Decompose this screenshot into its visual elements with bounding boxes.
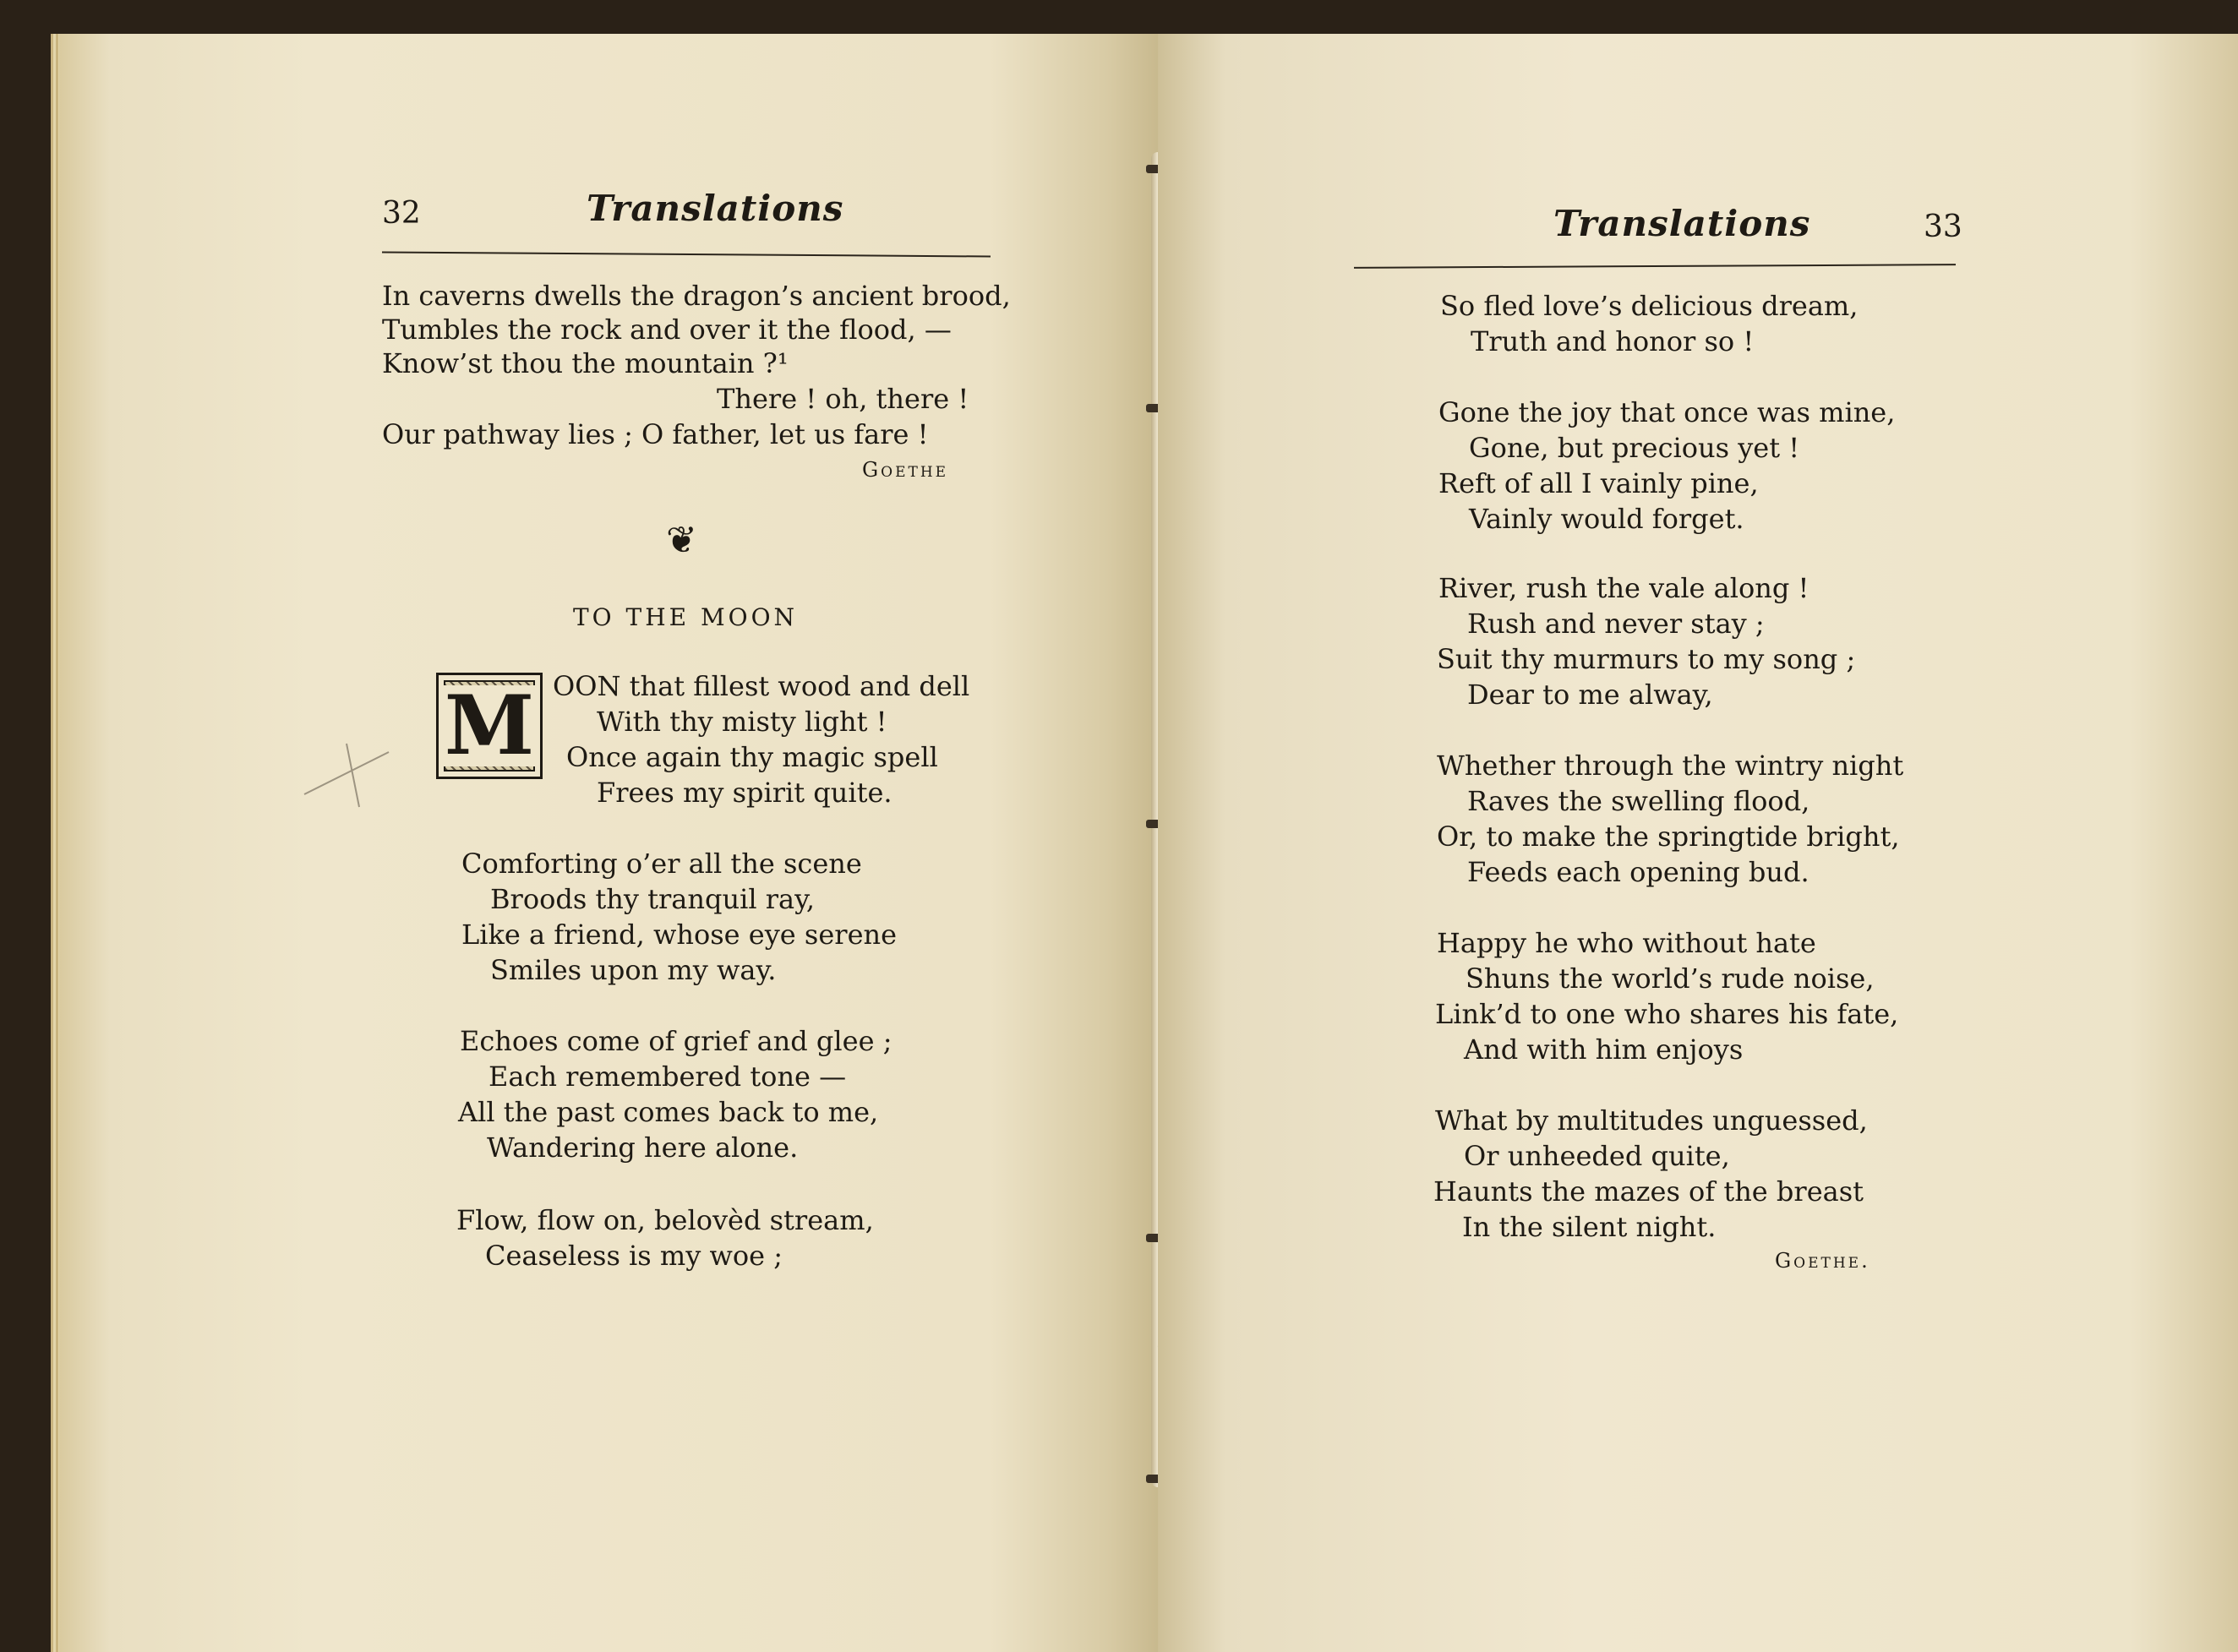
verse-line: There ! oh, there ! [717, 383, 969, 415]
verse-line: Happy he who without hate [1437, 927, 1816, 959]
verse-line: Gone, but precious yet ! [1469, 432, 1800, 464]
left-running-title: Translations [587, 188, 844, 229]
verse-line: Each remembered tone — [489, 1060, 847, 1093]
verse-line: Like a friend, whose eye serene [461, 919, 898, 951]
verse-line: Suit thy murmurs to my song ; [1437, 643, 1856, 675]
right-running-title: Translations [1553, 203, 1811, 244]
drop-cap-letter: M [439, 685, 539, 766]
verse-line: In caverns dwells the dragon’s ancient brood, [382, 280, 1011, 312]
left-page [59, 34, 1158, 1652]
verse-line: River, rush the vale along ! [1438, 572, 1810, 604]
right-folio: 33 [1924, 210, 1962, 244]
verse-line: Know’st thou the mountain ?¹ [382, 347, 789, 379]
verse-line: Vainly would forget. [1469, 503, 1744, 535]
verse-line: Truth and honor so ! [1471, 325, 1755, 357]
poem-title: TO THE MOON [573, 603, 799, 631]
credit-goethe: Goethe. [1775, 1249, 1870, 1273]
verse-line: Comforting o’er all the scene [461, 848, 862, 880]
verse-line: Smiles upon my way. [490, 954, 777, 986]
verse-line: Reft of all I vainly pine, [1438, 467, 1759, 499]
drop-cap [436, 673, 543, 779]
verse-line: Feeds each opening bud. [1467, 856, 1810, 888]
verse-line: Shuns the world’s rude noise, [1466, 962, 1875, 995]
verse-line: Flow, flow on, belovèd stream, [456, 1204, 874, 1236]
verse-line: Raves the swelling flood, [1467, 785, 1810, 817]
verse-line: Rush and never stay ; [1467, 608, 1765, 640]
verse-line: Once again thy magic spell [566, 741, 938, 773]
verse-line: With thy misty light ! [597, 706, 887, 738]
verse-line: In the silent night. [1462, 1211, 1717, 1243]
verse-line: Ceaseless is my woe ; [485, 1240, 783, 1272]
fleuron-ornament: ❦ [666, 519, 697, 562]
verse-line: All the past comes back to me, [458, 1096, 879, 1128]
verse-line: Frees my spirit quite. [597, 777, 892, 809]
verse-line: Tumbles the rock and over it the flood, — [382, 313, 952, 346]
verse-line: Echoes come of grief and glee ; [460, 1025, 892, 1057]
pencil-mark [296, 735, 397, 811]
verse-line: Gone the joy that once was mine, [1438, 396, 1896, 428]
verse-line: And with him enjoys [1464, 1033, 1744, 1066]
verse-line: Link’d to one who shares his fate, [1435, 998, 1899, 1030]
verse-line: Our pathway lies ; O father, let us fare ! [382, 418, 929, 450]
verse-line: Dear to me alway, [1467, 679, 1713, 711]
verse-line: Broods thy tranquil ray, [490, 883, 816, 915]
verse-line: Whether through the wintry night [1437, 750, 1904, 782]
verse-line: OON that fillest wood and dell [553, 670, 970, 702]
left-folio: 32 [382, 196, 421, 231]
credit-goethe: Goethe [862, 458, 949, 482]
verse-line: Wandering here alone. [487, 1131, 799, 1164]
verse-line: Or, to make the springtide bright, [1437, 821, 1900, 853]
verse-line: Haunts the mazes of the breast [1433, 1175, 1864, 1208]
verse-line: So fled love’s delicious dream, [1440, 290, 1859, 322]
verse-line: What by multitudes unguessed, [1435, 1104, 1868, 1137]
verse-line: Or unheeded quite, [1464, 1140, 1730, 1172]
